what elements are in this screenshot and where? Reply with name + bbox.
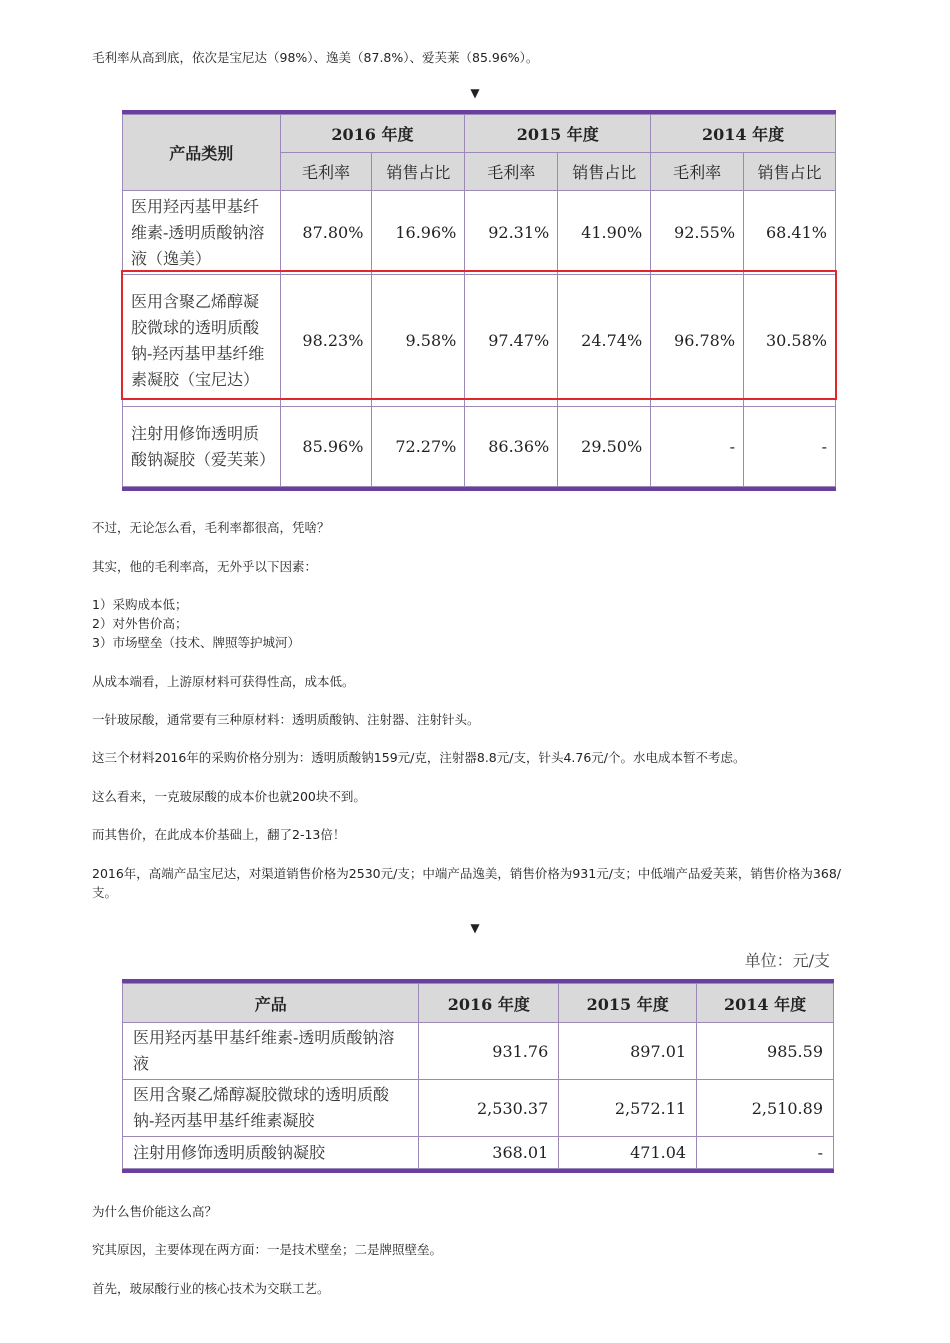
paragraph: 其实，他的毛利率高，无外乎以下因素：	[92, 559, 318, 574]
paragraph: 2016年，高端产品宝尼达，对渠道销售价格为2530元/支；中端产品逸美，销售价格为931元/支；中低端产品爱芙莱，销售价格为368/支。	[92, 866, 841, 900]
header-year-2014: 2014 年度	[697, 984, 834, 1023]
subheader-margin: 毛利率	[280, 153, 372, 191]
header-product: 产品	[123, 984, 419, 1023]
value-cell: 368.01	[419, 1137, 559, 1169]
table-row	[123, 1023, 834, 1080]
product-name-cell: 医用羟丙基甲基纤维素-透明质酸钠溶液	[123, 1023, 419, 1080]
subheader-share: 销售占比	[372, 153, 465, 191]
product-name-cell: 医用含聚乙烯醇凝胶微球的透明质酸钠-羟丙基甲基纤维素凝胶	[123, 1080, 419, 1137]
value-cell: -	[697, 1137, 834, 1169]
header-year-2016: 2016 年度	[419, 984, 559, 1023]
product-name-cell: 注射用修饰透明质酸钠凝胶	[123, 1137, 419, 1169]
value-cell: 985.59	[697, 1023, 834, 1080]
value-cell: 68.41%	[744, 191, 836, 275]
paragraph: 这三个材料2016年的采购价格分别为：透明质酸钠159元/克，注射器8.8元/支，针头4.76元/个。水电成本暂不考虑。	[92, 750, 746, 765]
list-item: 1）采购成本低；	[92, 597, 188, 612]
highlight-box	[121, 270, 837, 400]
paragraph: 而其售价，在此成本价基础上，翻了2-13倍！	[92, 827, 346, 842]
value-cell: 85.96%	[280, 407, 372, 487]
value-cell: 86.36%	[465, 407, 558, 487]
table-bottom-rule	[122, 487, 836, 491]
header-year-2015: 2015 年度	[559, 984, 697, 1023]
value-cell: 72.27%	[372, 407, 465, 487]
paragraph-margin-ranking: 毛利率从高到底，依次是宝尼达（98%）、逸美（87.8%）、爱芙莱（85.96%）。	[92, 50, 539, 65]
value-cell: -	[744, 407, 836, 487]
value-cell: 98.23%	[280, 275, 372, 407]
list-item: 2）对外售价高；	[92, 616, 188, 631]
header-year-2015: 2015 年度	[465, 115, 651, 153]
value-cell: 471.04	[559, 1137, 697, 1169]
table-row	[123, 407, 836, 487]
table-row	[123, 1080, 834, 1137]
value-cell: 96.78%	[651, 275, 744, 407]
value-cell: 92.55%	[651, 191, 744, 275]
subheader-share: 销售占比	[558, 153, 651, 191]
value-cell: 931.76	[419, 1023, 559, 1080]
value-cell: 29.50%	[558, 407, 651, 487]
table-row	[123, 1137, 834, 1169]
product-name-cell: 医用羟丙基甲基纤维素-透明质酸钠溶液（逸美）	[123, 191, 281, 275]
down-arrow-icon: ▼	[470, 86, 480, 100]
subheader-margin: 毛利率	[651, 153, 744, 191]
header-product-category: 产品类别	[123, 115, 281, 191]
product-name-cell: 注射用修饰透明质酸钠凝胶（爱芙莱）	[123, 407, 281, 487]
paragraph: 从成本端看，上游原材料可获得性高，成本低。	[92, 674, 355, 689]
value-cell: 97.47%	[465, 275, 558, 407]
paragraph: 为什么售价能这么高？	[92, 1204, 218, 1219]
value-cell: 2,572.11	[559, 1080, 697, 1137]
down-arrow-icon: ▼	[470, 921, 480, 935]
product-name-cell: 医用含聚乙烯醇凝胶微球的透明质酸钠-羟丙基甲基纤维素凝胶（宝尼达）	[123, 275, 281, 407]
value-cell: 24.74%	[558, 275, 651, 407]
value-cell: 16.96%	[372, 191, 465, 275]
header-year-2016: 2016 年度	[280, 115, 465, 153]
paragraph: 首先，玻尿酸行业的核心技术为交联工艺。	[92, 1281, 330, 1296]
subheader-margin: 毛利率	[465, 153, 558, 191]
value-cell: 87.80%	[280, 191, 372, 275]
paragraph: 这么看来，一克玻尿酸的成本价也就200块不到。	[92, 789, 366, 804]
header-year-2014: 2014 年度	[651, 115, 836, 153]
value-cell: 2,510.89	[697, 1080, 834, 1137]
unit-label: 单位：元/支	[744, 951, 830, 970]
value-cell: -	[651, 407, 744, 487]
table-bottom-rule	[122, 1169, 834, 1173]
value-cell: 41.90%	[558, 191, 651, 275]
paragraph: 一针玻尿酸，通常要有三种原材料：透明质酸钠、注射器、注射针头。	[92, 712, 480, 727]
subheader-share: 销售占比	[744, 153, 836, 191]
paragraph: 不过，无论怎么看，毛利率都很高，凭啥？	[92, 520, 330, 535]
list-item: 3）市场壁垒（技术、牌照等护城河）	[92, 635, 300, 650]
paragraph: 究其原因，主要体现在两方面：一是技术壁垒；二是牌照壁垒。	[92, 1242, 443, 1257]
value-cell: 897.01	[559, 1023, 697, 1080]
price-table	[122, 979, 834, 1173]
table-row	[123, 191, 836, 275]
value-cell: 92.31%	[465, 191, 558, 275]
value-cell: 30.58%	[744, 275, 836, 407]
value-cell: 2,530.37	[419, 1080, 559, 1137]
value-cell: 9.58%	[372, 275, 465, 407]
